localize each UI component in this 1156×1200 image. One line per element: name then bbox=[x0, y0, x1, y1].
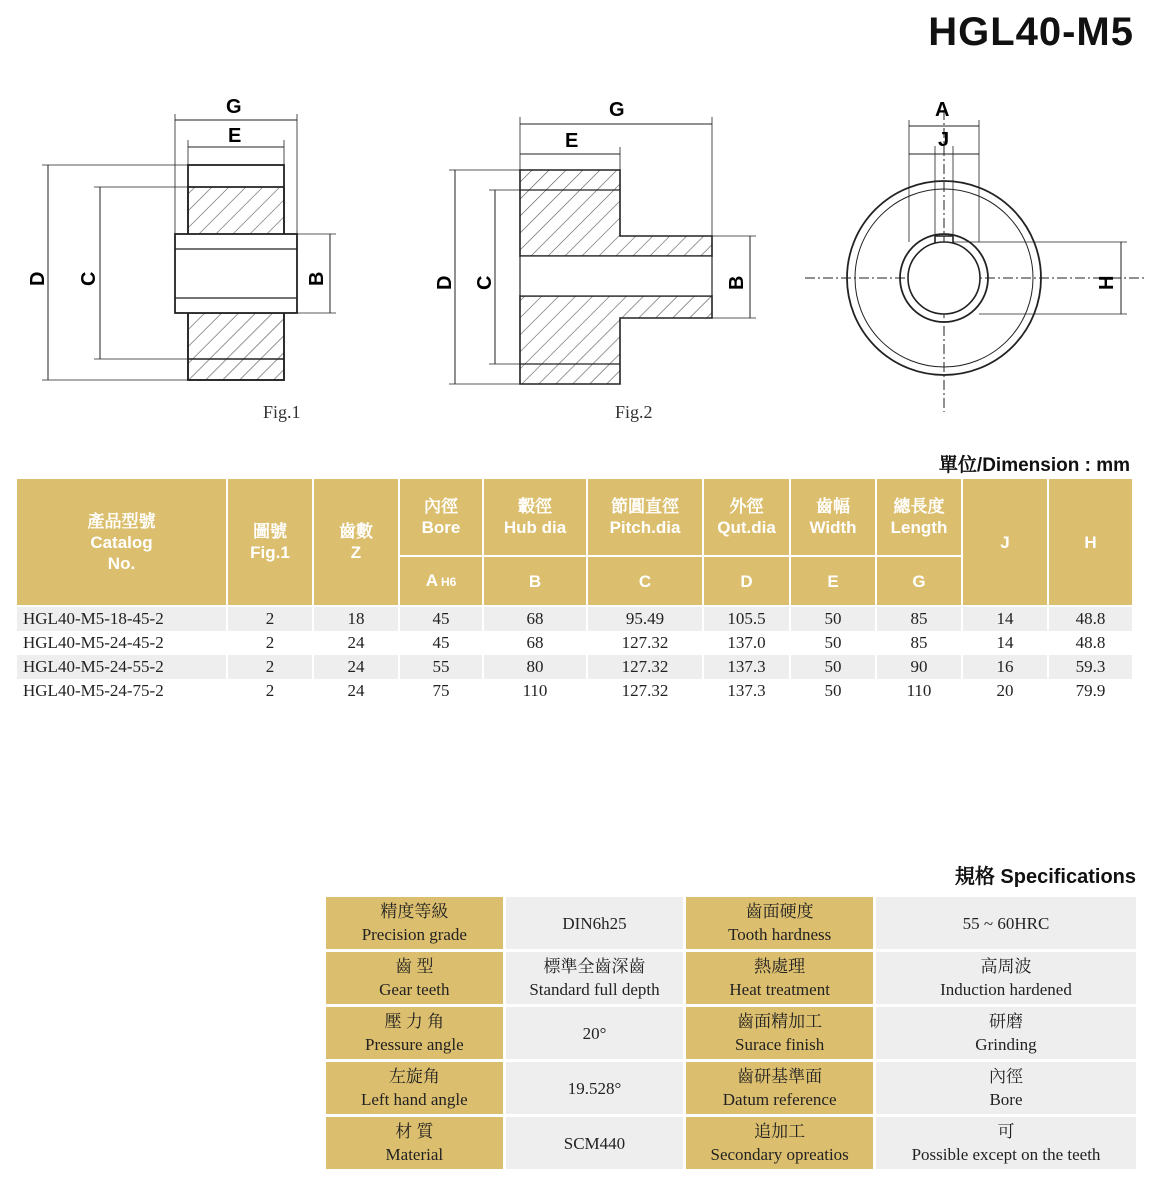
header-bore: 內徑 Bore bbox=[399, 478, 483, 556]
fig2-dim-g: G bbox=[609, 99, 625, 121]
fig2-dim-d: D bbox=[434, 275, 456, 290]
fig1-dim-d: D bbox=[27, 271, 49, 286]
spec-row: 齒 型 Gear teeth 標準全齒深齒 Standard full depth 熱處理 Heat treatment 高周波 Induction hardened bbox=[326, 952, 1136, 1004]
header-pitch: 節圓直徑 Pitch.dia bbox=[587, 478, 703, 556]
header-j: J bbox=[962, 478, 1048, 606]
front-dim-h: H bbox=[1096, 275, 1118, 290]
spec-row: 材 質 Material SCM440 追加工 Secondary opreatios 可 Possible except on the teeth bbox=[326, 1117, 1136, 1169]
specifications-title: 規格 Specifications bbox=[954, 866, 1136, 888]
header-width: 齒幅 Width bbox=[790, 478, 876, 556]
subheader-d: D bbox=[703, 556, 790, 606]
header-fig: 圖號 Fig.1 bbox=[227, 478, 313, 606]
fig1-label: Fig.1 bbox=[263, 402, 301, 422]
fig2-label: Fig.2 bbox=[615, 402, 653, 422]
subheader-b: B bbox=[483, 556, 587, 606]
subheader-c: C bbox=[587, 556, 703, 606]
fig1-dim-b: B bbox=[306, 271, 328, 286]
dimension-table bbox=[15, 477, 1134, 703]
fig1-dim-g: G bbox=[226, 96, 242, 118]
fig1-drawing bbox=[20, 90, 340, 400]
specifications-table bbox=[323, 894, 1139, 1172]
header-h: H bbox=[1048, 478, 1133, 606]
unit-label: 單位/Dimension : mm bbox=[938, 455, 1130, 476]
fig2-drawing bbox=[425, 90, 765, 400]
fig2-dim-e: E bbox=[565, 130, 579, 152]
front-dim-j: J bbox=[938, 129, 950, 151]
fig1-dim-e: E bbox=[228, 125, 242, 147]
table-row: HGL40-M5-24-45-2 2 24 45 68 127.32 137.0 50 85 14 48.8 bbox=[16, 631, 1133, 655]
header-hub: 轂徑 Hub dia bbox=[483, 478, 587, 556]
fig2-dim-b: B bbox=[726, 275, 748, 290]
fig2-dim-c: C bbox=[474, 275, 496, 290]
front-dim-a: A bbox=[935, 99, 950, 121]
spec-row: 左旋角 Left hand angle 19.528° 齒研基準面 Datum reference 內徑 Bore bbox=[326, 1062, 1136, 1114]
front-view-drawing bbox=[805, 90, 1145, 415]
table-row: HGL40-M5-24-55-2 2 24 55 80 127.32 137.3 50 90 16 59.3 bbox=[16, 655, 1133, 679]
fig1-dim-c: C bbox=[78, 271, 100, 286]
header-teeth: 齒數 Z bbox=[313, 478, 399, 606]
subheader-e: E bbox=[790, 556, 876, 606]
header-length: 總長度 Length bbox=[876, 478, 962, 556]
table-row: HGL40-M5-24-75-2 2 24 75 110 127.32 137.3 50 110 20 79.9 bbox=[16, 679, 1133, 703]
header-outer: 外徑 Qut.dia bbox=[703, 478, 790, 556]
table-row: HGL40-M5-18-45-2 2 18 45 68 95.49 105.5 50 85 14 48.8 bbox=[16, 606, 1133, 631]
spec-row: 精度等級 Precision grade DIN6h25 齒面硬度 Tooth hardness 55 ~ 60HRC bbox=[326, 897, 1136, 949]
spec-row: 壓 力 角 Pressure angle 20° 齒面精加工 Surace finish 研磨 Grinding bbox=[326, 1007, 1136, 1059]
page-title: HGL40-M5 bbox=[928, 10, 1134, 54]
subheader-a: A H6 bbox=[399, 556, 483, 606]
subheader-g: G bbox=[876, 556, 962, 606]
header-catalog: 產品型號 Catalog No. bbox=[16, 478, 227, 606]
